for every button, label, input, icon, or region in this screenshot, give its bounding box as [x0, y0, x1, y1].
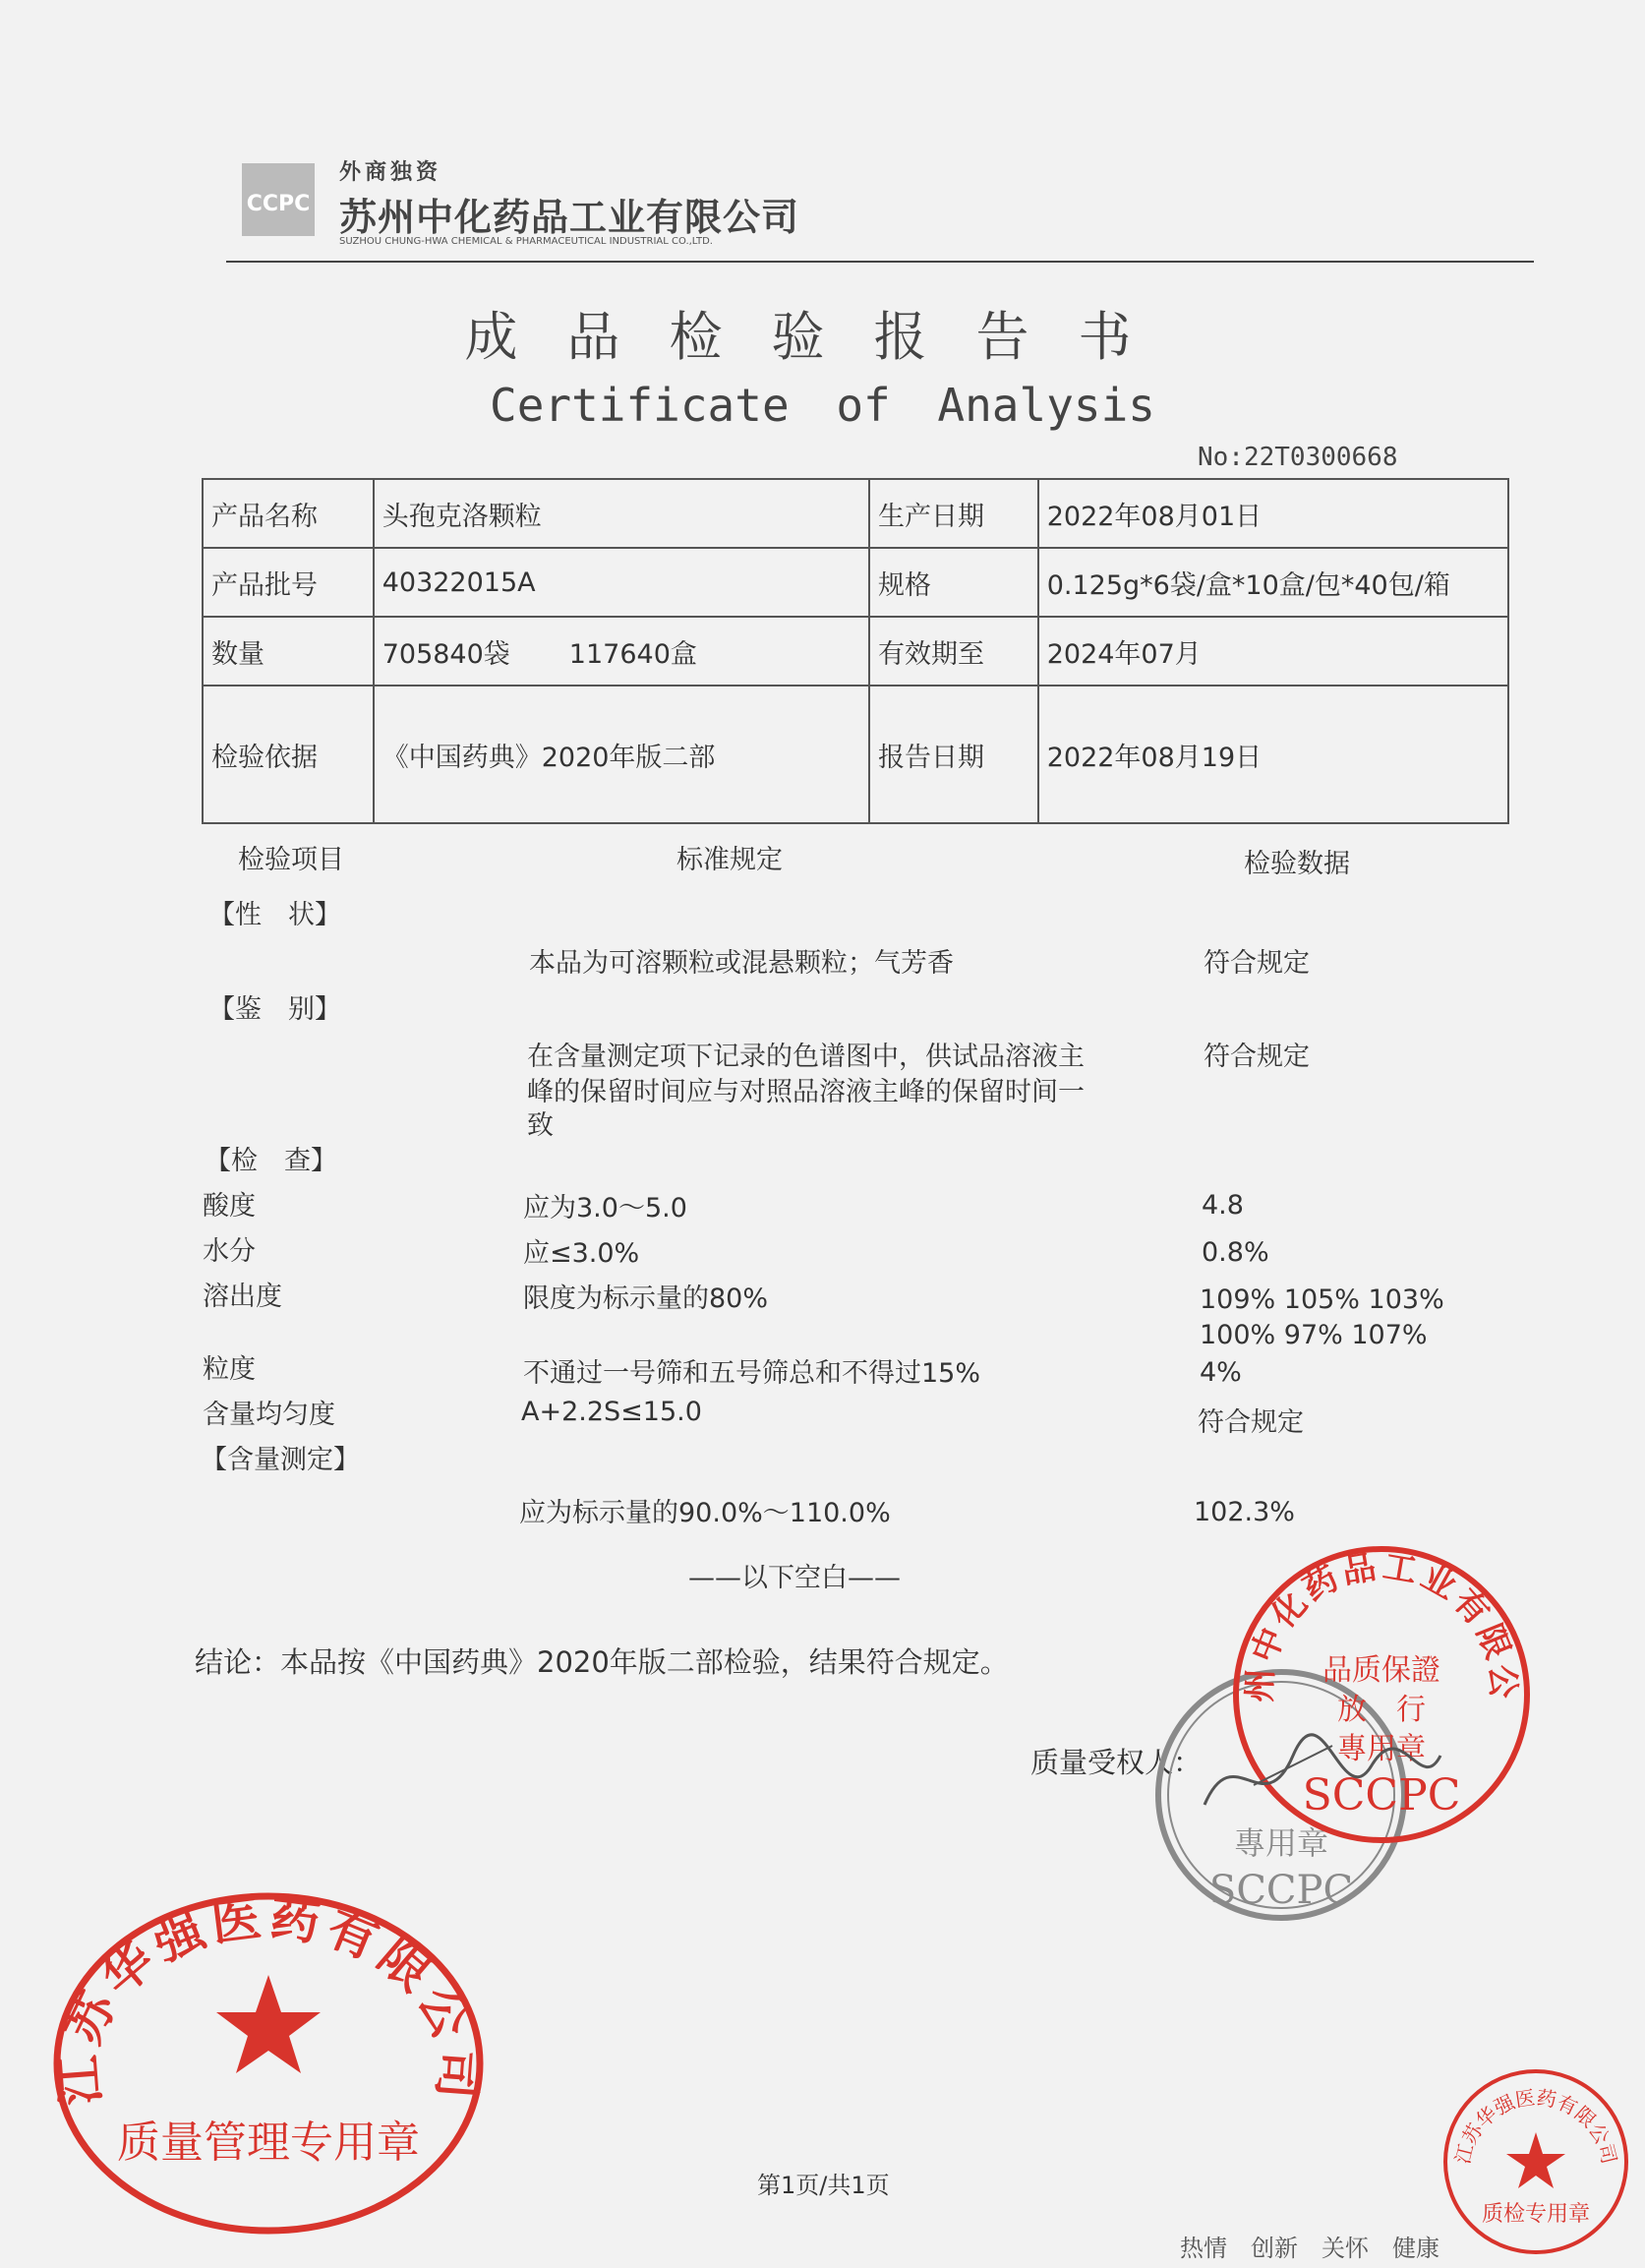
- test-name-water: 水分: [203, 1236, 256, 1267]
- identification-standard-line3: 致: [527, 1110, 554, 1141]
- batch-value: 40322015A: [374, 548, 869, 617]
- title-en: Certificate of Analysis: [490, 379, 1155, 432]
- test-std-content-uniformity: A+2.2S≤15.0: [521, 1397, 702, 1427]
- big-stamp-center: 质量管理专用章: [117, 2118, 420, 2168]
- table-row: [203, 548, 1508, 617]
- section-character: 【性 状】: [208, 900, 341, 930]
- red-stamp-ring-text: 州中化药品工业有限公: [1240, 1546, 1523, 1703]
- test-res-acidity: 4.8: [1202, 1190, 1244, 1221]
- quantity-label: 数量: [203, 617, 374, 686]
- spec-label: 规格: [869, 548, 1038, 617]
- logo-text: CCPC: [246, 192, 311, 216]
- section-assay: 【含量测定】: [201, 1445, 360, 1475]
- title-cn: 成品检验报告书: [464, 306, 1181, 368]
- test-name-particle-size: 粒度: [203, 1354, 256, 1385]
- quantity-value: [374, 617, 869, 686]
- table-row: [203, 617, 1508, 686]
- gray-stamp-center: 專用章: [1233, 1824, 1329, 1862]
- header-divider: [226, 261, 1534, 263]
- basis-value: 《中国药典》2020年版二部: [374, 686, 869, 823]
- red-stamp-line3: 專用章: [1337, 1732, 1426, 1766]
- spec-value: 0.125g*6袋/盒*10盒/包*40包/箱: [1038, 548, 1508, 617]
- gray-stamp-bottom: SCCPC: [1208, 1868, 1354, 1913]
- identification-standard-line2: 峰的保留时间应与对照品溶液主峰的保留时间一: [527, 1077, 1085, 1107]
- product-info-table: [202, 478, 1509, 824]
- red-quality-management-stamp: [47, 1886, 490, 2244]
- production-date-value: 2022年08月01日: [1038, 479, 1508, 548]
- quantity-bags: 705840袋: [382, 638, 510, 670]
- test-std-water: 应≤3.0%: [523, 1238, 640, 1269]
- test-name-dissolution: 溶出度: [203, 1282, 282, 1312]
- production-date-label: 生产日期: [869, 479, 1038, 548]
- company-name-en: SUZHOU CHUNG-HWA CHEMICAL & PHARMACEUTICAL INDUSTRIAL CO.,LTD.: [339, 236, 713, 247]
- company-tag: 外商独资: [339, 160, 442, 185]
- column-header-result: 检验数据: [1244, 849, 1350, 879]
- report-date-value: 2022年08月19日: [1038, 686, 1508, 823]
- expiry-label: 有效期至: [869, 617, 1038, 686]
- conclusion: 结论：本品按《中国药典》2020年版二部检验，结果符合规定。: [195, 1645, 1009, 1679]
- small-stamp-ring-text: 江苏华强医药有限公司: [1450, 2085, 1621, 2167]
- test-res-water: 0.8%: [1202, 1237, 1269, 1268]
- identification-result: 符合规定: [1204, 1042, 1310, 1072]
- identification-standard-line1: 在含量测定项下记录的色谱图中，供试品溶液主: [527, 1042, 1085, 1072]
- section-tests: 【检 查】: [205, 1146, 337, 1176]
- red-stamp-line2: 放 行: [1337, 1693, 1426, 1727]
- quantity-boxes: 117640盒: [568, 638, 697, 670]
- column-header-item: 检验项目: [238, 845, 344, 875]
- character-standard: 本品为可溶颗粒或混悬颗粒；气芳香: [529, 948, 954, 979]
- test-res-dissolution-1: 109% 105% 103%: [1200, 1284, 1444, 1315]
- big-stamp-ring-text: 江苏华强医药有限公司: [49, 1888, 488, 2108]
- company-logo: [238, 159, 319, 240]
- footer-slogan: 热情 创新 关怀 健康: [1180, 2235, 1439, 2262]
- assay-result: 102.3%: [1194, 1497, 1295, 1527]
- table-row: [203, 686, 1508, 823]
- table-row: [203, 479, 1508, 548]
- product-name-label: 产品名称: [203, 479, 374, 548]
- batch-label: 产品批号: [203, 548, 374, 617]
- page-info: 第1页/共1页: [757, 2172, 890, 2199]
- column-header-standard: 标准规定: [676, 845, 783, 875]
- report-date-label: 报告日期: [869, 686, 1038, 823]
- blank-note: ——以下空白——: [688, 1563, 901, 1593]
- assay-standard: 应为标示量的90.0%～110.0%: [519, 1498, 891, 1528]
- signature: [1195, 1716, 1450, 1838]
- test-name-content-uniformity: 含量均匀度: [203, 1400, 335, 1430]
- report-number: No:22T0300668: [1198, 443, 1398, 472]
- red-quality-check-stamp: [1438, 2063, 1634, 2264]
- test-res-particle-size: 4%: [1200, 1357, 1242, 1388]
- small-stamp-center: 质检专用章: [1481, 2202, 1591, 2227]
- section-identification: 【鉴 别】: [208, 994, 341, 1025]
- test-res-content-uniformity: 符合规定: [1198, 1407, 1304, 1438]
- company-name-cn: 苏州中化药品工业有限公司: [339, 196, 800, 239]
- character-result: 符合规定: [1204, 948, 1310, 979]
- authorized-person-label: 质量受权人：: [1030, 1746, 1203, 1779]
- test-name-acidity: 酸度: [203, 1191, 256, 1222]
- test-std-acidity: 应为3.0～5.0: [523, 1193, 687, 1224]
- product-name-value: 头孢克洛颗粒: [374, 479, 869, 548]
- red-stamp-line1: 品质保證: [1322, 1653, 1440, 1688]
- red-stamp-bottom: SCCPC: [1302, 1770, 1461, 1820]
- test-std-dissolution: 限度为标示量的80%: [523, 1283, 769, 1314]
- test-std-particle-size: 不通过一号筛和五号筛总和不得过15%: [523, 1358, 981, 1389]
- expiry-value: 2024年07月: [1038, 617, 1508, 686]
- test-res-dissolution-2: 100% 97% 107%: [1200, 1320, 1428, 1350]
- basis-label: 检验依据: [203, 686, 374, 823]
